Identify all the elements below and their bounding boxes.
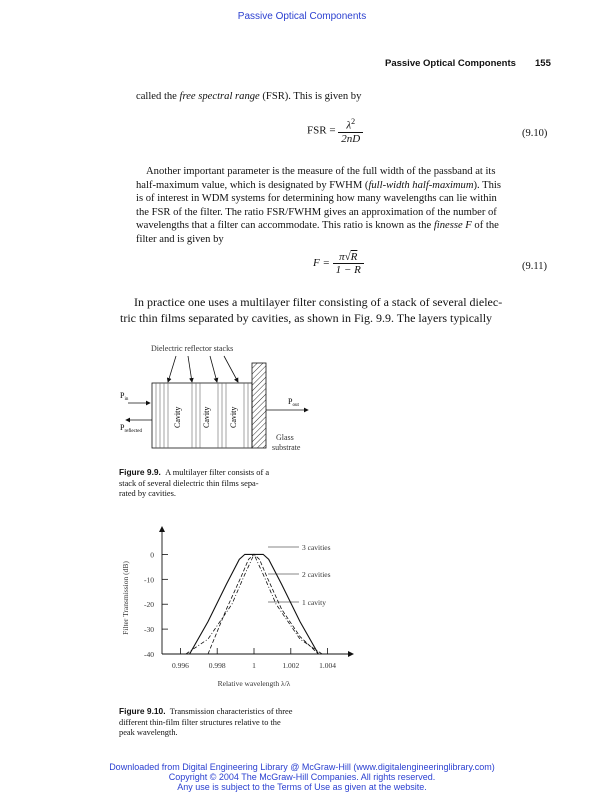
y-tick-label: -20 (144, 600, 154, 610)
page-number: 155 (535, 58, 551, 69)
x-axis-arrow (348, 651, 354, 657)
x-tick-label: 1.002 (282, 661, 300, 670)
p2-line-b: half-maximum value, which is designated by FWHM (full-width half-maximum). This (136, 179, 501, 191)
eq1-lhs: FSR = (307, 124, 336, 137)
cavity-label-3: Cavity (229, 406, 238, 428)
paragraph-fwhm (136, 165, 550, 246)
eq1-den: 2nD (341, 132, 361, 145)
p1-italic: free spectral range (179, 91, 260, 102)
p1-pre: called the (136, 91, 180, 102)
legend-label: 2 cavities (302, 570, 331, 579)
y-axis-label: Filter Transmission (dB) (121, 561, 130, 635)
equation-number-9-10: (9.10) (522, 128, 548, 139)
p1-post: (FSR). This is given by (259, 91, 362, 102)
p-out-label: $P_{out}$ (288, 397, 299, 408)
y-tick-label: -30 (144, 625, 154, 635)
x-tick-label: 1 (252, 661, 256, 670)
eq1-num-sup: 2 (351, 117, 356, 126)
y-axis-arrow (159, 526, 165, 532)
figure-9-9-diagram (118, 338, 318, 468)
paragraph-fsr-intro (136, 90, 550, 104)
footer-download-link[interactable]: Downloaded from Digital Engineering Library @ McGraw-Hill (www.digitalengineeringlibrary.com) (109, 762, 495, 772)
fig99-caption-label: Figure 9.9. (119, 467, 161, 477)
x-tick-label: 1.004 (319, 661, 337, 670)
fig910-caption-label: Figure 9.10. (119, 706, 166, 716)
figure-9-10-caption: Figure 9.10. Transmission characteristics of three different thin-film filter structures relative to the peak wavelength. (119, 706, 293, 737)
y-tick-label: 0 (150, 550, 154, 560)
eq2-lhs: F = (313, 257, 330, 270)
footer-terms[interactable]: Any use is subject to the Terms of Use as given at the website. (177, 782, 427, 792)
top-link[interactable]: Passive Optical Components (237, 11, 367, 22)
legend-label: 3 cavities (302, 543, 331, 552)
x-tick-label: 0.998 (208, 661, 226, 670)
glass-substrate (252, 363, 266, 448)
substrate-label-1: Glass (276, 433, 294, 442)
p3-line-b: tric thin films separated by cavities, as shown in Fig. 9.9. The layers typically (120, 311, 493, 325)
eq1-fraction (338, 117, 363, 145)
eq2-fraction: $\frac{\pi√R}{1 - R}$ (333, 251, 364, 276)
p2-line-d: the FSR of the filter. The ratio FSR/FWHM gives an approximation of the number of (136, 206, 497, 218)
x-axis-label: Relative wavelength λ/λ (217, 679, 291, 688)
paragraph-multilayer (120, 294, 550, 326)
y-tick-label: -10 (144, 575, 154, 585)
cavity-label-2: Cavity (202, 406, 211, 428)
running-head: Passive Optical Components (385, 58, 516, 69)
x-tick-label: 0.996 (171, 661, 189, 670)
p2-line-e: wavelengths that a filter can accommodate. This ratio is known as the finesse F of the (136, 220, 499, 231)
p-reflected-label: $P_{reflected}$ (120, 423, 142, 434)
equation-9-11 (313, 251, 364, 276)
legend-label: 1 cavity (302, 598, 326, 607)
p3-line-a: In practice one uses a multilayer filter consisting of a stack of several dielec- (134, 295, 503, 309)
y-tick-label: -40 (144, 650, 154, 659)
series-line-3-cavities (190, 554, 319, 654)
stack-label: Dielectric reflector stacks (151, 344, 234, 353)
cavity-label-1: Cavity (173, 406, 182, 428)
p2-line-a: Another important parameter is the measure of the full width of the passband at its (146, 166, 496, 177)
p-in-label: $P_{in}$ (120, 391, 129, 402)
substrate-label-2: substrate (272, 443, 301, 452)
p2-line-f: filter and is given by (136, 233, 224, 245)
figure-9-9-caption: Figure 9.9. A multilayer filter consists of a stack of several dielectric thin films sepa- rated by cavities. (119, 467, 270, 498)
eq1-num: λ (346, 119, 352, 132)
equation-number-9-11: (9.11) (522, 261, 547, 272)
p2-line-c: is of interest in WDM systems for determining how many wavelengths can lie within (136, 193, 497, 204)
stack-arrows (168, 356, 238, 382)
footer-copyright: Copyright © 2004 The McGraw-Hill Companies. All rights reserved. (168, 772, 436, 782)
equation-9-10 (307, 117, 363, 145)
figure-9-10-chart (118, 522, 358, 697)
